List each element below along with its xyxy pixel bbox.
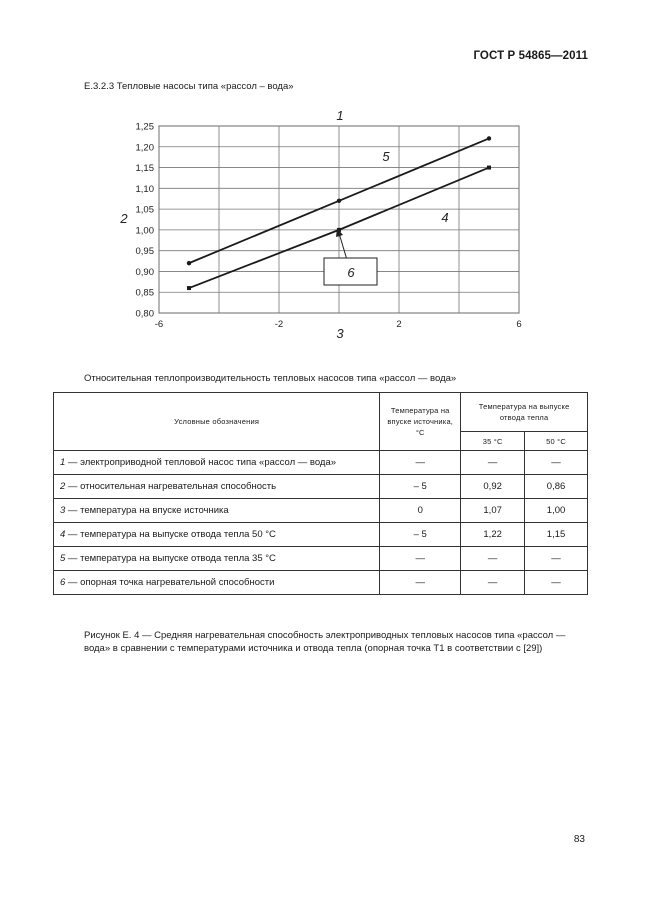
reference-label: 6: [347, 265, 355, 280]
outlet-50-cell: —: [525, 571, 588, 595]
y-tick-label: 1,05: [135, 204, 154, 216]
heating-capacity-chart: [100, 105, 540, 345]
outlet-50-cell: —: [525, 451, 588, 475]
outlet-35-cell: 1,07: [461, 499, 525, 523]
source-temp-cell: —: [380, 571, 461, 595]
row-text: — температура на выпуске отвода тепла 50 °С: [65, 529, 276, 540]
y-tick-label: 1,25: [135, 121, 154, 133]
source-temp-cell: 0: [380, 499, 461, 523]
table-row: [54, 523, 588, 547]
table-row: [54, 475, 588, 499]
table-caption: Относительная теплопроизводительность тепловых насосов типа «рассол — вода»: [84, 373, 457, 384]
y-tick-label: 0,90: [135, 266, 154, 278]
source-temp-cell: —: [380, 451, 461, 475]
row-number: 5: [60, 553, 66, 564]
row-text: — электроприводной тепловой насос типа «рассол — вода»: [65, 457, 337, 468]
row-number: 6: [60, 577, 66, 588]
x-tick-label: 2: [396, 319, 402, 330]
table-row: [54, 571, 588, 595]
row-description: [54, 451, 380, 475]
y-tick-label: 0,80: [135, 308, 154, 320]
row-description: [54, 571, 380, 595]
outlet-35-cell: 0,92: [461, 475, 525, 499]
document-id: ГОСТ Р 54865—2011: [473, 50, 588, 62]
capacity-table: [53, 392, 588, 595]
row-text: — относительная нагревательная способность: [65, 481, 277, 492]
outlet-35-cell: —: [461, 547, 525, 571]
data-point: [487, 166, 491, 170]
row-description: [54, 547, 380, 571]
row-description: [54, 499, 380, 523]
page-number: 83: [573, 834, 585, 845]
figure-caption: Рисунок Е. 4 — Средняя нагревательная способность электроприводных тепловых насосов типа «рассол — вода» в сравнении с температурами источника и отвода тепла (опорная точка Т1 в соответствии с [29]): [84, 630, 566, 654]
y-tick-label: 1,15: [135, 163, 154, 175]
x-tick-label: -6: [154, 319, 164, 330]
series-50-label: 4: [441, 210, 449, 225]
source-temp-header: Температура на впуске источника, °С: [380, 393, 461, 451]
row-text: — температура на выпуске отвода тепла 35 °С: [65, 553, 276, 564]
sub-header-50: 50 °С: [525, 432, 588, 451]
y-tick-label: 0,95: [135, 246, 154, 258]
outlet-35-cell: —: [461, 451, 525, 475]
y-tick-label: 0,85: [135, 287, 154, 299]
source-temp-cell: – 5: [380, 523, 461, 547]
outlet-50-cell: 1,00: [525, 499, 588, 523]
x-tick-label: -2: [274, 319, 284, 330]
reference-arrow: [339, 233, 347, 260]
row-number: 1: [60, 457, 66, 468]
top-label: 1: [336, 108, 344, 123]
table-row: [54, 499, 588, 523]
x-axis-label: 3: [336, 326, 344, 341]
row-text: — температура на впуске источника: [65, 505, 229, 516]
row-description: [54, 475, 380, 499]
y-tick-label: 1,10: [135, 183, 154, 195]
data-point: [337, 199, 341, 203]
outlet-50-cell: —: [525, 547, 588, 571]
source-temp-cell: – 5: [380, 475, 461, 499]
x-tick-label: 6: [516, 319, 522, 330]
outlet-35-cell: 1,22: [461, 523, 525, 547]
source-temp-cell: —: [380, 547, 461, 571]
row-description: [54, 523, 380, 547]
row-number: 4: [60, 529, 66, 540]
y-tick-label: 1,00: [135, 225, 154, 237]
outlet-50-cell: 1,15: [525, 523, 588, 547]
table-row: [54, 451, 588, 475]
designation-header: Условные обозначения: [54, 393, 380, 451]
data-point: [187, 261, 191, 265]
data-point: [487, 136, 491, 140]
table-row: [54, 547, 588, 571]
outlet-temp-header: Температура на выпуске отвода тепла: [461, 393, 588, 432]
section-title: Е.3.2.3 Тепловые насосы типа «рассол – вода»: [84, 81, 294, 92]
y-tick-label: 1,20: [135, 142, 154, 154]
outlet-35-cell: —: [461, 571, 525, 595]
y-axis-label: 2: [120, 211, 128, 226]
series-35-label: 5: [382, 149, 390, 164]
sub-header-35: 35 °С: [461, 432, 525, 451]
row-number: 3: [60, 505, 66, 516]
data-point: [187, 286, 191, 290]
outlet-50-cell: 0,86: [525, 475, 588, 499]
row-number: 2: [60, 481, 66, 492]
row-text: — опорная точка нагревательной способности: [65, 577, 275, 588]
